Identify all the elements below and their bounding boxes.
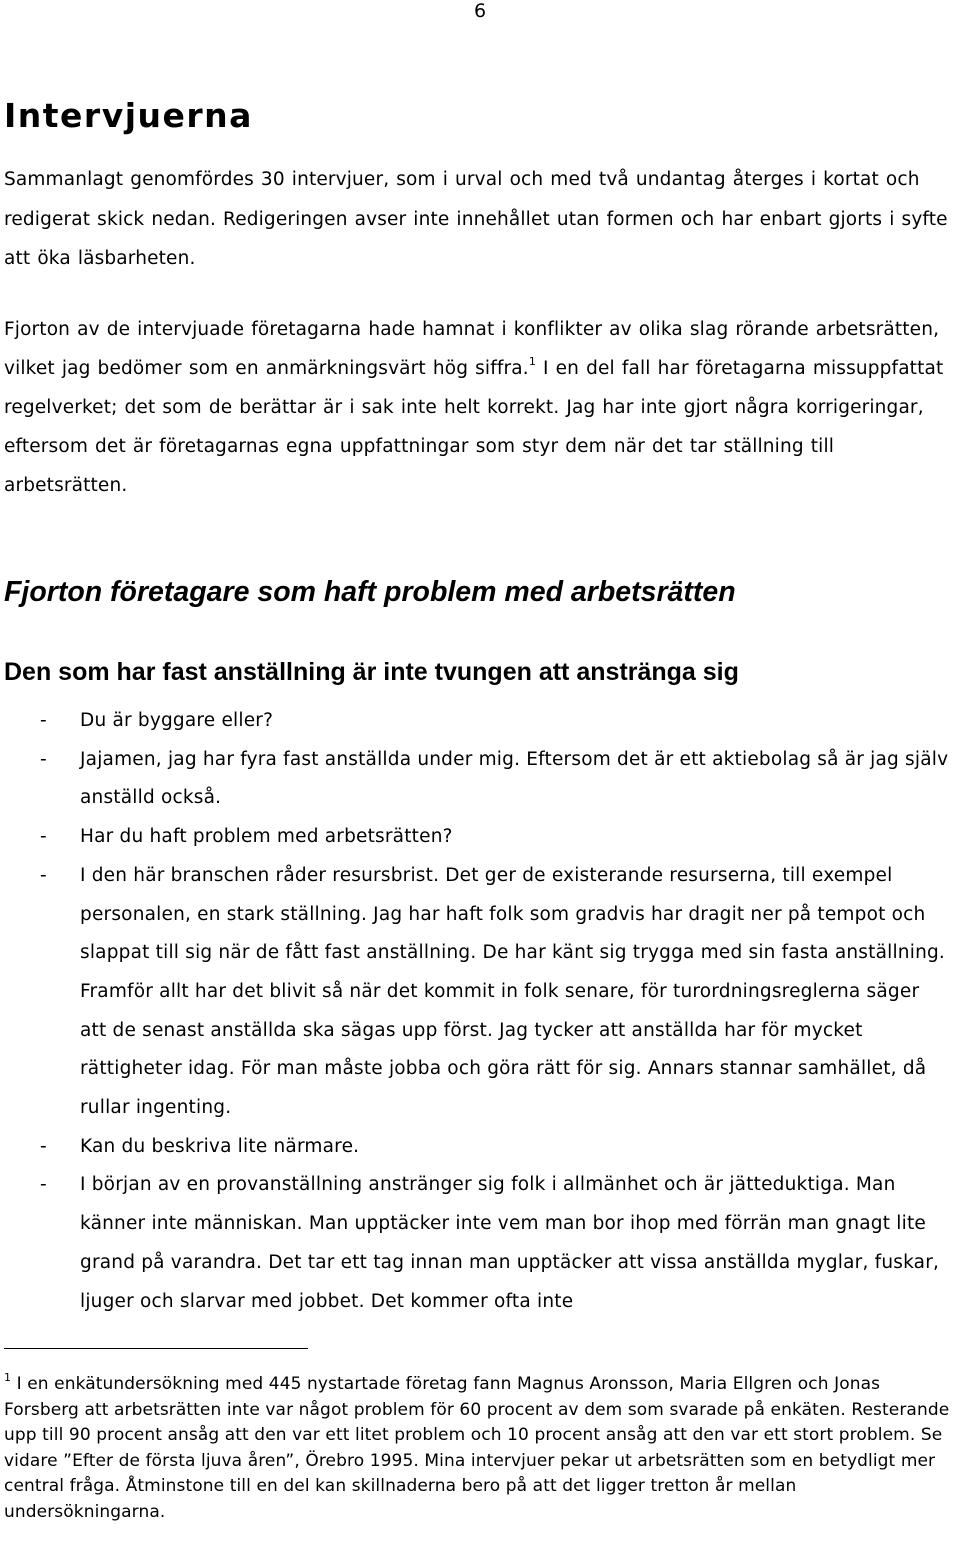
dialogue-text: Har du haft problem med arbetsrätten? [80,826,453,848]
chapter-title: Intervjuerna [4,96,253,135]
footnote-text: I en enkätundersökning med 445 nystartade företag fann Magnus Aronsson, Maria Ellgren och Jonas Forsberg att arbetsrätten inte var något problem för 60 procent av dem som svarade på enkäten. Resterande upp till 90 procent ansåg att den var ett litet problem och 10 procent ansåg att den var ett stort problem. Se vidare ”Efter de första ljuva åren”, Örebro 1995. Mina intervjuer pekar ut arbetsrätten som en betydligt mer central fråga. Åtminstone till en del kan skillnaderna bero på att det ligger tretton år mellan undersökningarna. [4,1374,950,1522]
footnote-marker: 1 [4,1371,12,1384]
dialogue-text: Jajamen, jag har fyra fast anställda under mig. Eftersom det är ett aktiebolag så är jag själv anställd också. [80,748,949,809]
footnote-divider [4,1348,308,1349]
dialogue-line [0,702,960,741]
dialogue-text: I den här branschen råder resursbrist. Det ger de existerande resurserna, till exempel personalen, en stark ställning. Jag har haft folk som gradvis har dragit ner på tempot och slappat till sig när de fått fast anställning. De har känt sig trygga med sin fasta anställning. Framför allt har det blivit så när det kommit in folk senare, för turordningsreglerna säger att de senast anställda ska sägas upp först. Jag tycker att anställda har för mycket rättigheter idag. För man måste jobba och göra rätt för sig. Annars stannar samhället, då rullar ingenting. [80,864,946,1119]
footnote [4,1372,960,1525]
footnote-reference[interactable]: 1 [528,355,536,368]
intro-paragraph: Sammanlagt genomfördes 30 intervjuer, som i urval och med två undantag återges i kortat och redigerat skick nedan. Redigeringen avser inte innehållet utan formen och har enbart gjorts i syfte att öka läsbarheten. [4,169,948,269]
interview-dialogue [0,702,960,1321]
dialogue-line [0,741,960,818]
dialogue-text: I början av en provanställning anstränger sig folk i allmänhet och är jätteduktiga. Man känner inte människan. Man upptäcker inte vem man bor ihop med förrän man gnagt lite grand på varandra. Det tar ett tag innan man upptäcker att vissa anställda myglar, fuskar, ljuger och slarvar med jobbet. Det kommer ofta inte [80,1174,940,1312]
interview-heading: Den som har fast anställning är inte tvungen att anstränga sig [4,658,739,686]
page-number: 6 [474,0,487,22]
dialogue-dash: - [40,1135,47,1157]
dialogue-text: Kan du beskriva lite närmare. [80,1135,360,1157]
section-heading: Fjorton företagare som haft problem med arbetsrätten [4,576,736,608]
dialogue-dash: - [40,1174,47,1196]
dialogue-dash: - [40,748,47,770]
dialogue-line [0,818,960,857]
conflicts-paragraph [4,310,949,505]
dialogue-text: Du är byggare eller? [80,710,274,731]
conflicts-paragraph-part2: I en del fall har företagarna missuppfattat regelverket; det som de berättar är i sak inte helt korrekt. Jag har inte gjort några korrigeringar, eftersom det är företagarnas egna uppfattningar som styr dem när det tar ställning till arbetsrätten. [4,358,944,496]
dialogue-dash: - [40,864,47,886]
dialogue-dash: - [40,710,47,731]
dialogue-line [0,857,960,1128]
dialogue-dash: - [40,826,47,848]
conflicts-paragraph-part1: Fjorton av de intervjuade företagarna hade hamnat i konflikter av olika slag rörande arbetsrätten, vilket jag bedömer som en anmärkningsvärt hög siffra. [4,319,940,379]
dialogue-line [0,1166,960,1321]
dialogue-line [0,1128,960,1167]
